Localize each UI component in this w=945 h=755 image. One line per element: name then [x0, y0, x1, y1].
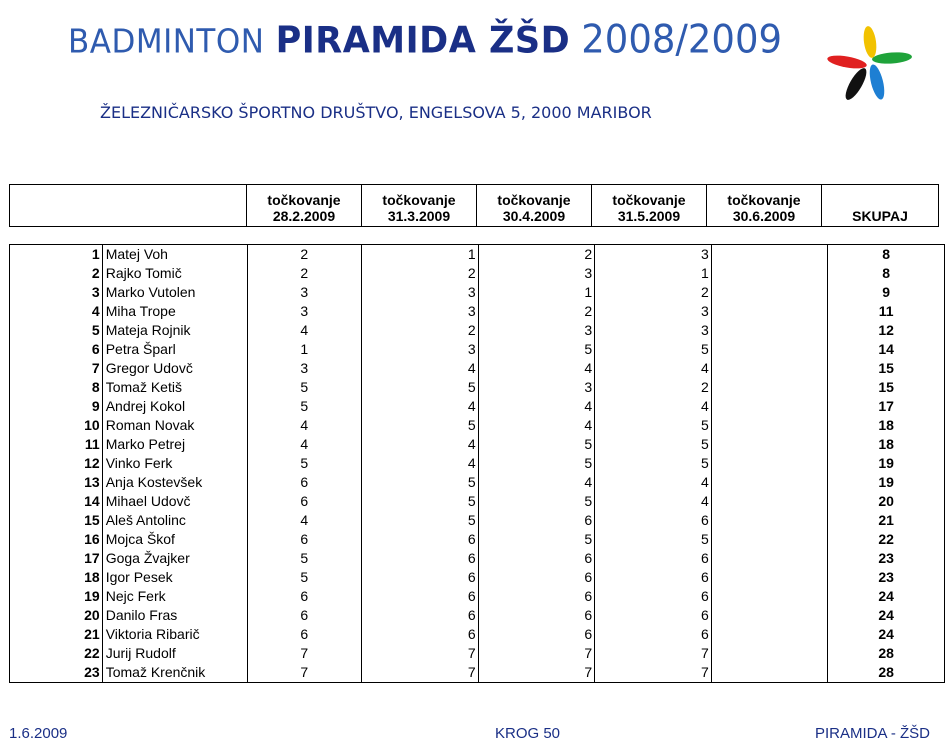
score-cell: [711, 264, 828, 283]
total-cell: 24: [828, 606, 945, 625]
logo-petal-black: [842, 65, 870, 102]
player-name-cell: Mojca Škof: [102, 530, 247, 549]
score-cell: 4: [247, 416, 362, 435]
table-row: [10, 359, 945, 378]
score-cell: [711, 454, 828, 473]
score-cell: 5: [247, 378, 362, 397]
player-name-cell: Tomaž Krenčnik: [102, 663, 247, 683]
score-cell: 6: [362, 606, 479, 625]
club-address: ŽELEZNIČARSKO ŠPORTNO DRUŠTVO, ENGELSOVA 5, 2000 MARIBOR: [100, 103, 652, 122]
total-cell: 15: [828, 378, 945, 397]
rank-cell: 6: [10, 340, 103, 359]
table-row: [10, 416, 945, 435]
score-cell: 3: [595, 245, 712, 265]
score-cell: [711, 549, 828, 568]
score-cell: 4: [595, 397, 712, 416]
score-cell: 2: [478, 302, 595, 321]
score-cell: 7: [247, 644, 362, 663]
header-table: [9, 184, 939, 227]
total-cell: 24: [828, 625, 945, 644]
score-cell: 6: [595, 549, 712, 568]
table-row: [10, 397, 945, 416]
header-col-5: točkovanje 30.6.2009: [707, 185, 822, 227]
score-cell: 4: [362, 397, 479, 416]
score-cell: 6: [247, 492, 362, 511]
score-cell: 7: [362, 663, 479, 683]
score-cell: 5: [362, 492, 479, 511]
player-name-cell: Aleš Antolinc: [102, 511, 247, 530]
player-name-cell: Vinko Ferk: [102, 454, 247, 473]
score-cell: 6: [595, 606, 712, 625]
score-cell: 6: [478, 549, 595, 568]
rank-cell: 10: [10, 416, 103, 435]
title-sport: BADMINTON: [68, 23, 265, 61]
score-cell: 3: [247, 302, 362, 321]
score-cell: 3: [478, 264, 595, 283]
score-cell: 5: [362, 378, 479, 397]
score-cell: 6: [595, 568, 712, 587]
score-cell: [711, 397, 828, 416]
page-title: [68, 16, 783, 63]
total-cell: 9: [828, 283, 945, 302]
rank-cell: 1: [10, 245, 103, 265]
score-cell: 6: [362, 587, 479, 606]
score-cell: [711, 473, 828, 492]
total-cell: 8: [828, 264, 945, 283]
footer-date: 1.6.2009: [9, 725, 68, 742]
table-row: [10, 530, 945, 549]
score-cell: 4: [362, 454, 479, 473]
score-cell: 6: [595, 511, 712, 530]
total-cell: 19: [828, 473, 945, 492]
logo-petal-yellow: [862, 25, 878, 58]
total-cell: 23: [828, 549, 945, 568]
score-cell: 3: [595, 302, 712, 321]
score-cell: 1: [362, 245, 479, 265]
total-cell: 19: [828, 454, 945, 473]
total-cell: 24: [828, 587, 945, 606]
table-row: [10, 378, 945, 397]
title-season: 2008/2009: [581, 16, 783, 63]
header-col-1: točkovanje 28.2.2009: [247, 185, 362, 227]
score-cell: 6: [247, 625, 362, 644]
player-name-cell: Matej Voh: [102, 245, 247, 265]
rank-cell: 8: [10, 378, 103, 397]
player-name-cell: Roman Novak: [102, 416, 247, 435]
score-cell: 5: [362, 473, 479, 492]
score-cell: 4: [478, 473, 595, 492]
total-cell: 11: [828, 302, 945, 321]
rank-cell: 11: [10, 435, 103, 454]
rank-cell: 2: [10, 264, 103, 283]
score-cell: 3: [595, 321, 712, 340]
player-name-cell: Nejc Ferk: [102, 587, 247, 606]
score-cell: 6: [362, 530, 479, 549]
logo-petal-red: [826, 53, 867, 71]
rank-cell: 14: [10, 492, 103, 511]
rank-cell: 5: [10, 321, 103, 340]
score-cell: 5: [478, 340, 595, 359]
total-cell: 18: [828, 416, 945, 435]
score-cell: [711, 625, 828, 644]
player-name-cell: Marko Petrej: [102, 435, 247, 454]
score-cell: 5: [478, 530, 595, 549]
table-row: [10, 435, 945, 454]
table-row: [10, 549, 945, 568]
score-cell: 6: [478, 587, 595, 606]
score-cell: 6: [478, 606, 595, 625]
score-cell: 5: [595, 530, 712, 549]
score-cell: 5: [247, 397, 362, 416]
player-name-cell: Marko Vutolen: [102, 283, 247, 302]
total-cell: 17: [828, 397, 945, 416]
score-cell: 3: [247, 359, 362, 378]
score-cell: 1: [247, 340, 362, 359]
score-cell: [711, 568, 828, 587]
table-row: [10, 511, 945, 530]
total-cell: 14: [828, 340, 945, 359]
logo-petal-blue: [867, 63, 887, 101]
player-name-cell: Igor Pesek: [102, 568, 247, 587]
table-row: [10, 492, 945, 511]
player-name-cell: Tomaž Ketiš: [102, 378, 247, 397]
rank-cell: 16: [10, 530, 103, 549]
total-cell: 20: [828, 492, 945, 511]
score-cell: 2: [247, 264, 362, 283]
score-cell: 2: [362, 264, 479, 283]
header-blank-cell: [10, 185, 247, 227]
table-row: [10, 625, 945, 644]
header-col-3: točkovanje 30.4.2009: [477, 185, 592, 227]
total-cell: 28: [828, 644, 945, 663]
score-cell: [711, 492, 828, 511]
title-event: PIRAMIDA ŽŠD: [275, 20, 571, 62]
player-name-cell: Goga Žvajker: [102, 549, 247, 568]
score-cell: 2: [595, 283, 712, 302]
header-col-4: točkovanje 31.5.2009: [592, 185, 707, 227]
table-row: [10, 663, 945, 683]
score-cell: 7: [595, 663, 712, 683]
score-cell: 2: [362, 321, 479, 340]
score-cell: [711, 245, 828, 265]
total-cell: 22: [828, 530, 945, 549]
score-cell: 5: [478, 454, 595, 473]
total-cell: 18: [828, 435, 945, 454]
player-name-cell: Mihael Udovč: [102, 492, 247, 511]
score-cell: 3: [478, 321, 595, 340]
player-name-cell: Jurij Rudolf: [102, 644, 247, 663]
rank-cell: 23: [10, 663, 103, 683]
table-row: [10, 321, 945, 340]
table-row: [10, 302, 945, 321]
score-cell: 5: [478, 435, 595, 454]
rank-cell: 7: [10, 359, 103, 378]
score-cell: 4: [247, 321, 362, 340]
table-row: [10, 473, 945, 492]
rank-cell: 19: [10, 587, 103, 606]
total-cell: 21: [828, 511, 945, 530]
score-cell: 5: [478, 492, 595, 511]
score-cell: 2: [595, 378, 712, 397]
score-cell: 3: [362, 302, 479, 321]
score-cell: 4: [478, 416, 595, 435]
score-cell: [711, 340, 828, 359]
score-cell: 1: [595, 264, 712, 283]
score-cell: 3: [247, 283, 362, 302]
score-cell: 6: [595, 587, 712, 606]
score-cell: 4: [595, 473, 712, 492]
score-cell: [711, 511, 828, 530]
rank-cell: 17: [10, 549, 103, 568]
total-cell: 28: [828, 663, 945, 683]
score-cell: 3: [362, 283, 479, 302]
score-cell: 7: [478, 644, 595, 663]
score-cell: 5: [595, 340, 712, 359]
score-cell: 5: [362, 511, 479, 530]
header-col-2: točkovanje 31.3.2009: [362, 185, 477, 227]
rank-cell: 15: [10, 511, 103, 530]
score-cell: [711, 435, 828, 454]
score-cell: 5: [595, 435, 712, 454]
score-cell: [711, 302, 828, 321]
score-cell: 6: [362, 568, 479, 587]
table-row: [10, 264, 945, 283]
score-cell: [711, 606, 828, 625]
player-name-cell: Miha Trope: [102, 302, 247, 321]
score-cell: 6: [478, 568, 595, 587]
score-cell: 6: [595, 625, 712, 644]
score-cell: 5: [247, 549, 362, 568]
score-cell: 4: [247, 511, 362, 530]
score-cell: 1: [478, 283, 595, 302]
score-cell: [711, 644, 828, 663]
table-row: [10, 245, 945, 265]
score-cell: 5: [595, 416, 712, 435]
score-cell: 6: [362, 549, 479, 568]
score-cell: 3: [478, 378, 595, 397]
player-name-cell: Andrej Kokol: [102, 397, 247, 416]
table-row: [10, 340, 945, 359]
score-cell: 5: [247, 568, 362, 587]
table-row: [10, 644, 945, 663]
score-cell: 6: [247, 587, 362, 606]
player-name-cell: Anja Kostevšek: [102, 473, 247, 492]
footer-round: KROG 50: [495, 725, 561, 742]
rank-cell: 21: [10, 625, 103, 644]
total-cell: 23: [828, 568, 945, 587]
header-total: SKUPAJ: [822, 185, 939, 227]
score-cell: 4: [362, 435, 479, 454]
score-cell: [711, 283, 828, 302]
rank-cell: 9: [10, 397, 103, 416]
table-row: [10, 568, 945, 587]
table-row: [10, 606, 945, 625]
table-row: [10, 587, 945, 606]
table-row: [10, 283, 945, 302]
rank-cell: 12: [10, 454, 103, 473]
logo-petal-green: [872, 51, 913, 65]
footer-brand: PIRAMIDA - ŽŠD: [814, 725, 930, 742]
score-cell: 4: [362, 359, 479, 378]
total-cell: 12: [828, 321, 945, 340]
player-name-cell: Gregor Udovč: [102, 359, 247, 378]
score-cell: [711, 378, 828, 397]
score-cell: [711, 416, 828, 435]
score-cell: 7: [362, 644, 479, 663]
rank-cell: 20: [10, 606, 103, 625]
rank-cell: 4: [10, 302, 103, 321]
score-cell: 5: [595, 454, 712, 473]
score-cell: [711, 321, 828, 340]
score-cell: 6: [362, 625, 479, 644]
player-name-cell: Viktoria Ribarič: [102, 625, 247, 644]
score-cell: 2: [247, 245, 362, 265]
score-cell: 6: [478, 511, 595, 530]
score-cell: 4: [478, 359, 595, 378]
score-cell: 7: [478, 663, 595, 683]
player-name-cell: Petra Šparl: [102, 340, 247, 359]
table-row: [10, 454, 945, 473]
score-cell: 4: [595, 359, 712, 378]
rank-cell: 22: [10, 644, 103, 663]
score-cell: [711, 663, 828, 683]
score-cell: 7: [595, 644, 712, 663]
score-cell: 4: [478, 397, 595, 416]
score-cell: 6: [478, 625, 595, 644]
score-cell: 4: [595, 492, 712, 511]
club-logo-icon: [826, 20, 918, 110]
score-cell: 3: [362, 340, 479, 359]
player-name-cell: Rajko Tomič: [102, 264, 247, 283]
score-cell: [711, 359, 828, 378]
score-cell: 6: [247, 530, 362, 549]
score-cell: 6: [247, 473, 362, 492]
score-cell: 5: [247, 454, 362, 473]
score-cell: 7: [247, 663, 362, 683]
score-cell: 4: [247, 435, 362, 454]
player-name-cell: Danilo Fras: [102, 606, 247, 625]
total-cell: 8: [828, 245, 945, 265]
score-cell: 6: [247, 606, 362, 625]
rank-cell: 3: [10, 283, 103, 302]
total-cell: 15: [828, 359, 945, 378]
score-cell: 5: [362, 416, 479, 435]
score-cell: 2: [478, 245, 595, 265]
score-cell: [711, 530, 828, 549]
player-name-cell: Mateja Rojnik: [102, 321, 247, 340]
rank-cell: 18: [10, 568, 103, 587]
rank-cell: 13: [10, 473, 103, 492]
score-cell: [711, 587, 828, 606]
standings-table: [9, 244, 945, 683]
